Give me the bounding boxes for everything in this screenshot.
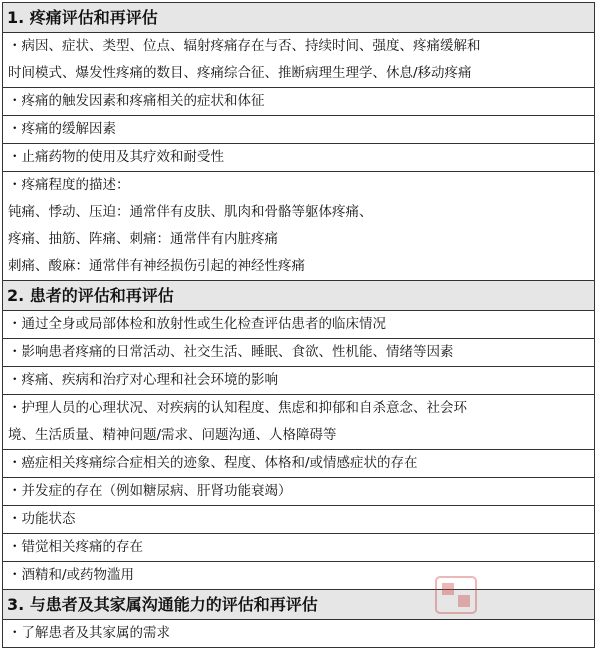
row-text: 时间模式、爆发性疼痛的数目、疼痛综合征、推断病理生理学、休息/移动疼痛 (8, 65, 472, 81)
row-text: ・并发症的存在（例如糖尿病、肝肾功能衰竭） (8, 483, 292, 499)
table-row (3, 33, 594, 88)
row-text: ・通过全身或局部体检和放射性或生化检查评估患者的临床情况 (8, 316, 386, 332)
table-row (3, 339, 594, 367)
row-text: ・疼痛程度的描述： (8, 177, 130, 193)
row-text: ・错觉相关疼痛的存在 (8, 539, 143, 555)
row-text: ・影响患者疼痛的日常活动、社交生活、睡眠、食欲、性机能、情绪等因素 (8, 344, 454, 360)
row-text: ・癌症相关疼痛综合症相关的迹象、程度、体格和/或情感症状的存在 (8, 455, 418, 471)
row-text: ・功能状态 (8, 511, 76, 527)
section-header: 1. 疼痛评估和再评估 (3, 3, 594, 33)
row-text: ・疼痛的触发因素和疼痛相关的症状和体征 (8, 93, 265, 109)
section-header: 3. 与患者及其家属沟通能力的评估和再评估 (3, 590, 594, 620)
row-text: 疼痛、抽筋、阵痛、刺痛：通常伴有内脏疼痛 (8, 231, 278, 247)
table-row (3, 478, 594, 506)
table-row (3, 116, 594, 144)
table-row (3, 144, 594, 172)
row-text: ・酒精和/或药物滥用 (8, 567, 135, 583)
row-text: ・病因、症状、类型、位点、辐射疼痛存在与否、持续时间、强度、疼痛缓解和 (8, 38, 481, 54)
row-text: ・止痛药物的使用及其疗效和耐受性 (8, 149, 224, 165)
table-row (3, 395, 594, 450)
row-text: ・疼痛、疾病和治疗对心理和社会环境的影响 (8, 372, 278, 388)
table-row (3, 172, 594, 281)
row-text: 刺痛、酸麻：通常伴有神经损伤引起的神经性疼痛 (8, 258, 305, 274)
row-text: 钝痛、悸动、压迫：通常伴有皮肤、肌肉和骨骼等躯体疼痛、 (8, 204, 373, 220)
row-text: 境、生活质量、精神问题/需求、问题沟通、人格障碍等 (8, 427, 337, 443)
health-seal-icon (434, 575, 478, 615)
table-row (3, 620, 594, 647)
section-header: 2. 患者的评估和再评估 (3, 281, 594, 311)
table-row (3, 311, 594, 339)
table-row (3, 506, 594, 534)
row-text: ・疼痛的缓解因素 (8, 121, 116, 137)
table-row (3, 450, 594, 478)
table-row (3, 88, 594, 116)
table-row (3, 534, 594, 562)
assessment-table (2, 2, 595, 648)
row-text: ・了解患者及其家属的需求 (8, 625, 170, 641)
table-row (3, 367, 594, 395)
watermark (434, 575, 594, 615)
row-text: ・护理人员的心理状况、对疾病的认知程度、焦虑和抑郁和自杀意念、社会环 (8, 400, 467, 416)
